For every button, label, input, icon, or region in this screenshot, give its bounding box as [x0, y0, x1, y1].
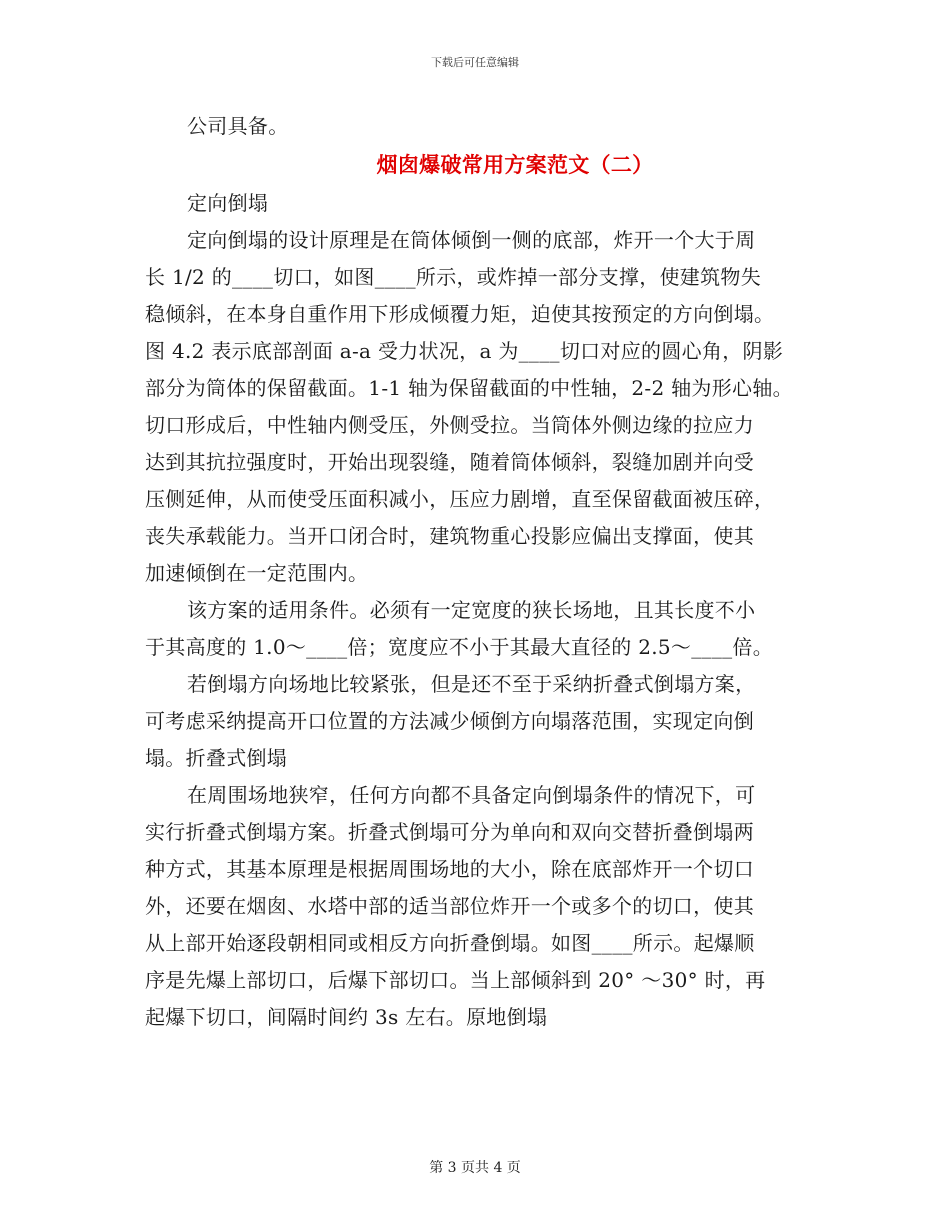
text-line: 定向倒塌	[187, 191, 269, 215]
text-line: 稳倾斜，在本身自重作用下形成倾覆力矩，迫使其按预定的方向倒塌。	[145, 302, 775, 326]
page-footer: 第 3 页共 4 页	[429, 1160, 521, 1176]
text-line: 达到其抗拉强度时，开始出现裂缝，随着筒体倾斜，裂缝加剧并向受	[145, 450, 754, 474]
text-line: 实行折叠式倒塌方案。折叠式倒塌可分为单向和双向交替折叠倒塌两	[145, 820, 754, 844]
text-line: 切口形成后，中性轴内侧受压，外侧受拉。当筒体外侧边缘的拉应力	[145, 413, 754, 437]
page-header: 下载后可任意编辑	[431, 56, 519, 69]
text-line: 图 4.2 表示底部剖面 a-a 受力状况，a 为____切口对应的圆心角，阴影	[145, 339, 784, 363]
text-line: 部分为筒体的保留截面。1-1 轴为保留截面的中性轴，2-2 轴为形心轴。	[145, 376, 793, 400]
text-line: 从上部开始逐段朝相同或相反方向折叠倒塌。如图____所示。起爆顺	[145, 931, 755, 955]
text-line: 定向倒塌的设计原理是在筒体倾倒一侧的底部，炸开一个大于周	[187, 228, 756, 252]
document-body	[145, 108, 825, 1036]
text-line: 在周围场地狭窄，任何方向都不具备定向倒塌条件的情况下，可	[187, 783, 756, 807]
text-line: 于其高度的 1.0～____倍；宽度应不小于其最大直径的 2.5～____倍。	[145, 635, 774, 659]
text-line: 公司具备。	[187, 114, 289, 138]
text-line: 可考虑采纳提高开口位置的方法减少倾倒方向塌落范围，实现定向倒	[145, 709, 754, 733]
text-line: 种方式，其基本原理是根据周围场地的大小，除在底部炸开一个切口	[145, 857, 754, 881]
text-line: 外，还要在烟囱、水塔中部的适当部位炸开一个或多个的切口，使其	[145, 894, 754, 918]
section-title: 烟囱爆破常用方案范文（二）	[376, 152, 654, 177]
text-line: 丧失承载能力。当开口闭合时，建筑物重心投影应偏出支撑面，使其	[145, 524, 754, 548]
text-line: 序是先爆上部切口，后爆下部切口。当上部倾斜到 20° ～30° 时，再	[145, 968, 766, 992]
text-line: 加速倾倒在一定范围内。	[145, 561, 369, 585]
text-line: 压侧延伸，从而使受压面积减小，压应力剧增，直至保留截面被压碎，	[145, 487, 775, 511]
text-line: 塌。折叠式倒塌	[145, 746, 288, 770]
text-line: 该方案的适用条件。必须有一定宽度的狭长场地，且其长度不小	[187, 598, 756, 622]
text-line: 长 1/2 的____切口，如图____所示，或炸掉一部分支撑，使建筑物失	[145, 265, 762, 289]
text-line: 起爆下切口，间隔时间约 3s 左右。原地倒塌	[145, 1005, 548, 1029]
text-line: 若倒塌方向场地比较紧张，但是还不至于采纳折叠式倒塌方案，	[187, 672, 756, 696]
